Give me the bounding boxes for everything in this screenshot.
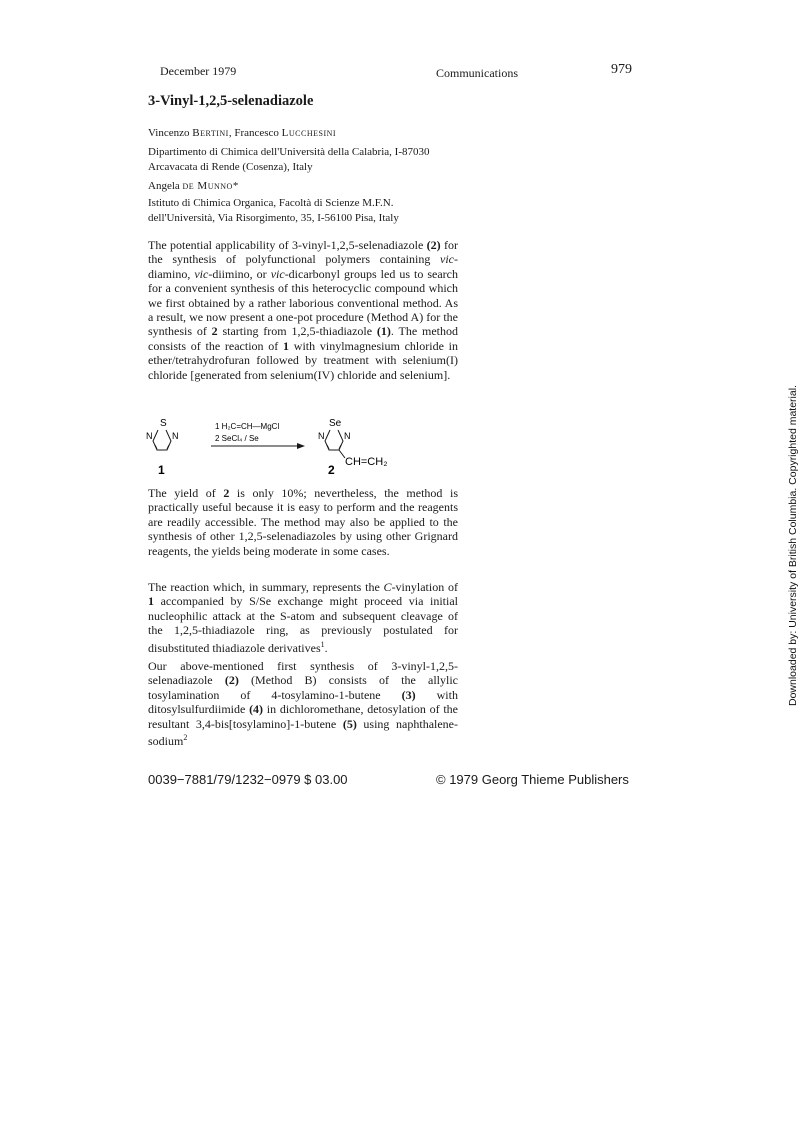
reactant-structure <box>153 430 171 450</box>
reagent-1: 1 H₂C=CH—MgCl <box>215 422 280 431</box>
paragraph-method-b: Our above-mentioned first synthesis of 3-vinyl-1,2,5-selenadiazole (2) (Method B) consists of the allylic tosylamination of 4-tosylamino-1-butene (3) with ditosylsulfurdiimide (4) in dichloromethane, detosylation of the resultant 3,4-bis[tosylamino]-1-butene (5) using naphthalene-sodium$^2$ <box>148 659 458 749</box>
author-separator: , <box>228 127 235 139</box>
article-title: 3-Vinyl-1,2,5-selenadiazole <box>148 93 314 109</box>
author-first-3: Angela <box>148 180 180 192</box>
affiliation-1: Dipartimento di Chimica dell'Università della Calabria, I-87030 Arcavacata di Rende (Cosenza), Italy <box>148 146 430 173</box>
author-last-2: Lucchesini <box>281 127 337 139</box>
compound-label-1: 1 <box>158 463 165 477</box>
atom-n-left: N <box>146 431 153 441</box>
author-line-1 <box>148 127 336 139</box>
atom-se: Se <box>329 418 342 429</box>
page-number: 979 <box>611 62 632 77</box>
paragraph-mechanism: The reaction which, in summary, represents the C-vinylation of 1 accompanied by S/Se exchange might proceed via initial nucleophilic attack at the S-atom and subsequent cleavage of the 1,2,5-thiadiazole ring, as previously postulated for disubstituted thiadiazole derivatives$^1$. <box>148 580 458 655</box>
author-last-3: de Munno* <box>182 180 239 192</box>
reagent-2: 2 SeCl₄ / Se <box>215 434 259 443</box>
compound-label-2: 2 <box>328 463 335 477</box>
atom-n-right: N <box>172 431 179 441</box>
atom-s: S <box>160 418 167 429</box>
paragraph-yield: The yield of 2 is only 10%; nevertheless, the method is practically useful because it is easy to perform and the reagents are readily accessible. The method may also be applied to the synthesis of other 1,2,5-selenadiazoles by using other Grignard reagents, the yields being moderate in some cases. <box>148 486 458 558</box>
download-watermark: Downloaded by: University of British Columbia. Copyrighted material. <box>787 385 799 706</box>
vinyl-substituent: CH=CH₂ <box>345 456 388 468</box>
paragraph-intro: The potential applicability of 3-vinyl-1,2,5-selenadiazole (2) for the synthesis of polyfunctional polymers containing vic-diamino, vic-diimino, or vic-dicarbonyl groups led us to search for a convenient synthesis of this heterocyclic compound which we first obtained by a rather laborious conventional method. As a result, we now present a one-pot procedure (Method A) for the synthesis of 2 starting from 1,2,5-thiadiazole (1). The method consists of the reaction of 1 with vinylmagnesium chloride in ether/tetrahydrofuran followed by treatment with selenium(I) chloride [generated from selenium(IV) chloride and selenium]. <box>148 238 459 382</box>
author-first-2: Francesco <box>234 127 279 139</box>
atom-n-left-product: N <box>318 431 325 441</box>
author-last-1: Bertini <box>192 127 229 139</box>
author-first-1: Vincenzo <box>148 127 190 139</box>
product-structure <box>325 430 345 458</box>
header-date: December 1979 <box>160 64 237 78</box>
reaction-scheme <box>145 412 465 476</box>
header-section: Communications <box>436 66 518 80</box>
affiliation-2: Istituto di Chimica Organica, Facoltà di Scienze M.F.N. dell'Università, Via Risorgimento, 35, I-56100 Pisa, Italy <box>148 197 399 224</box>
footer-copyright: © 1979 Georg Thieme Publishers <box>436 772 629 787</box>
footer-code: 0039−7881/79/1232−0979 $ 03.00 <box>148 772 348 787</box>
reaction-arrow <box>211 443 305 449</box>
atom-n-right-product: N <box>344 431 351 441</box>
author-line-2 <box>148 180 239 192</box>
